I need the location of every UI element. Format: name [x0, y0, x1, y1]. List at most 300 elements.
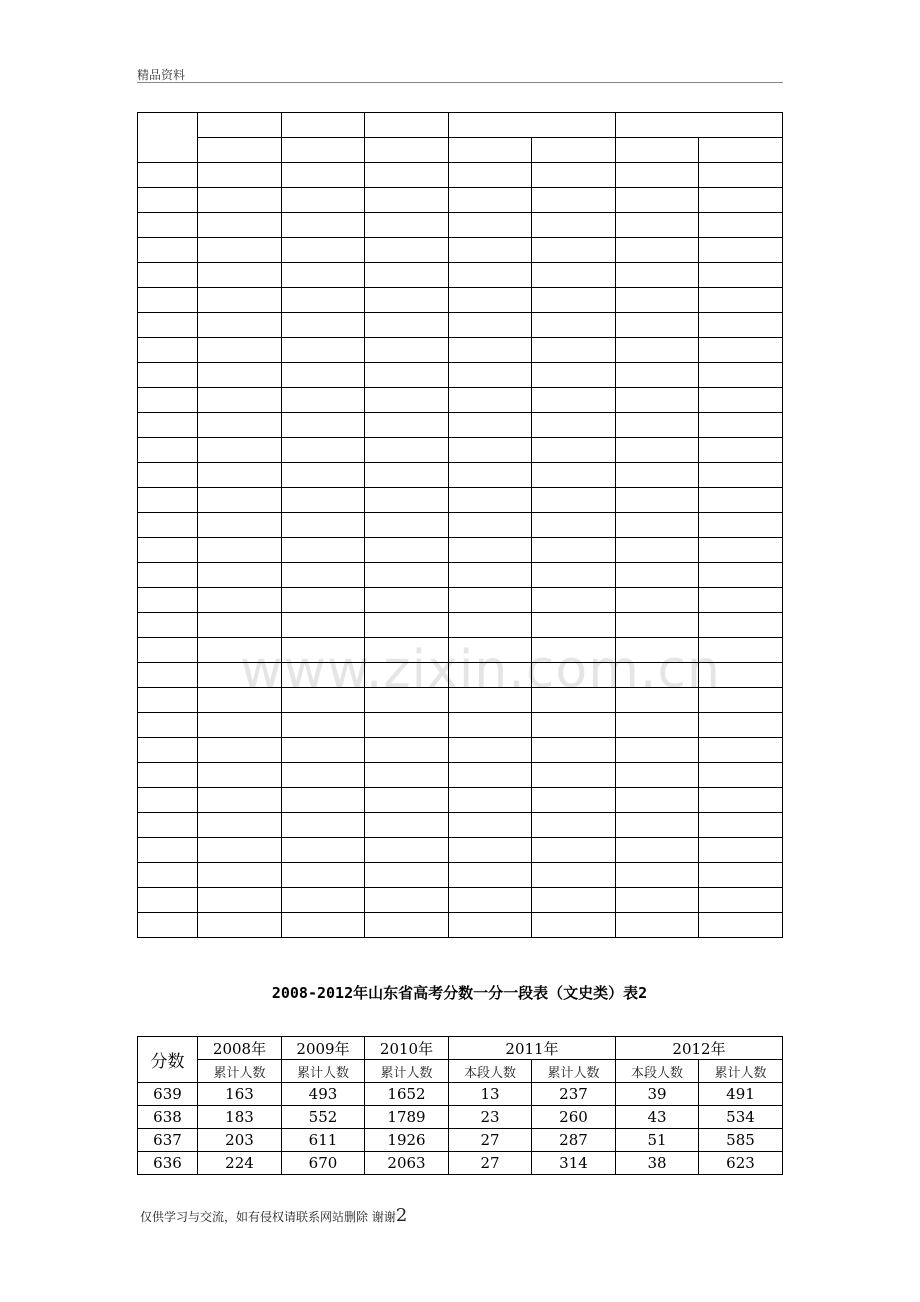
blank-cell — [138, 363, 198, 388]
blank-cell — [282, 538, 365, 563]
blank-cell — [365, 363, 449, 388]
blank-cell — [138, 863, 198, 888]
blank-cell — [449, 363, 532, 388]
blank-cell — [138, 288, 198, 313]
blank-cell — [198, 188, 282, 213]
blank-table-row — [138, 638, 783, 663]
blank-header-cell — [198, 113, 282, 138]
blank-cell — [532, 838, 616, 863]
blank-cell — [365, 213, 449, 238]
blank-cell — [449, 688, 532, 713]
blank-table-row — [138, 738, 783, 763]
blank-cell — [198, 538, 282, 563]
page-footer — [140, 1205, 407, 1226]
blank-header-cell — [365, 113, 449, 138]
blank-cell — [365, 288, 449, 313]
blank-table-row — [138, 413, 783, 438]
blank-cell — [449, 388, 532, 413]
blank-table-row — [138, 688, 783, 713]
blank-cell — [532, 563, 616, 588]
blank-cell — [138, 213, 198, 238]
blank-cell — [532, 513, 616, 538]
blank-cell — [138, 438, 198, 463]
blank-table-row — [138, 313, 783, 338]
count-cell: 27 — [449, 1152, 532, 1175]
blank-cell — [365, 638, 449, 663]
blank-cell — [282, 788, 365, 813]
score-distribution-table — [137, 1036, 783, 1175]
blank-cell — [198, 738, 282, 763]
blank-cell — [699, 213, 783, 238]
blank-table-row — [138, 763, 783, 788]
blank-table-row — [138, 563, 783, 588]
blank-cell — [282, 388, 365, 413]
blank-cell — [449, 513, 532, 538]
blank-cell — [282, 863, 365, 888]
blank-table-row — [138, 913, 783, 938]
blank-cell — [365, 188, 449, 213]
blank-cell — [616, 563, 699, 588]
blank-table-row — [138, 338, 783, 363]
count-cell: 552 — [282, 1106, 365, 1129]
count-cell: 51 — [616, 1129, 699, 1152]
blank-cell — [616, 838, 699, 863]
blank-table-row — [138, 613, 783, 638]
blank-cell — [532, 363, 616, 388]
blank-cell — [138, 263, 198, 288]
blank-cell — [365, 888, 449, 913]
blank-cell — [699, 163, 783, 188]
blank-cell — [616, 238, 699, 263]
blank-cell — [449, 238, 532, 263]
blank-cell — [282, 913, 365, 938]
blank-cell — [699, 838, 783, 863]
blank-cell — [282, 563, 365, 588]
blank-cell — [616, 338, 699, 363]
blank-cell — [699, 388, 783, 413]
blank-header-cell — [282, 138, 365, 163]
blank-cell — [449, 788, 532, 813]
blank-cell — [198, 763, 282, 788]
count-cell: 314 — [532, 1152, 616, 1175]
blank-cell — [365, 413, 449, 438]
blank-cell — [198, 263, 282, 288]
sub-header: 累计人数 — [198, 1060, 282, 1083]
blank-header-cell — [282, 113, 365, 138]
blank-cell — [138, 663, 198, 688]
blank-cell — [449, 313, 532, 338]
blank-cell — [532, 388, 616, 413]
score-column-header: 分数 — [138, 1037, 198, 1083]
blank-cell — [198, 613, 282, 638]
blank-table-row — [138, 588, 783, 613]
count-cell: 38 — [616, 1152, 699, 1175]
score-cell: 636 — [138, 1152, 198, 1175]
blank-cell — [365, 563, 449, 588]
blank-table-row — [138, 263, 783, 288]
blank-cell — [532, 788, 616, 813]
blank-header-cell — [699, 138, 783, 163]
blank-cell — [198, 638, 282, 663]
blank-cell — [616, 713, 699, 738]
blank-cell — [532, 213, 616, 238]
blank-cell — [282, 413, 365, 438]
blank-cell — [449, 538, 532, 563]
blank-table-row — [138, 363, 783, 388]
count-cell: 260 — [532, 1106, 616, 1129]
blank-cell — [699, 638, 783, 663]
blank-cell — [282, 688, 365, 713]
blank-cell — [365, 713, 449, 738]
blank-cell — [138, 538, 198, 563]
blank-cell — [616, 213, 699, 238]
blank-cell — [616, 763, 699, 788]
blank-cell — [138, 688, 198, 713]
blank-cell — [365, 613, 449, 638]
blank-cell — [449, 663, 532, 688]
blank-header-cell — [449, 113, 616, 138]
blank-cell — [449, 713, 532, 738]
blank-table-row — [138, 238, 783, 263]
blank-header-cell — [449, 138, 532, 163]
sub-header: 本段人数 — [449, 1060, 532, 1083]
blank-cell — [365, 588, 449, 613]
blank-cell — [282, 638, 365, 663]
blank-cell — [616, 663, 699, 688]
blank-cell — [365, 913, 449, 938]
blank-cell — [616, 413, 699, 438]
blank-cell — [449, 163, 532, 188]
blank-cell — [138, 613, 198, 638]
blank-cell — [616, 263, 699, 288]
blank-cell — [449, 738, 532, 763]
blank-cell — [616, 288, 699, 313]
score-cell: 638 — [138, 1106, 198, 1129]
blank-cell — [198, 238, 282, 263]
blank-cell — [198, 413, 282, 438]
blank-cell — [198, 488, 282, 513]
blank-cell — [282, 338, 365, 363]
count-cell: 23 — [449, 1106, 532, 1129]
blank-cell — [532, 488, 616, 513]
page-header: 精品资料 — [137, 68, 186, 82]
blank-cell — [282, 238, 365, 263]
blank-table-row — [138, 388, 783, 413]
count-cell: 611 — [282, 1129, 365, 1152]
blank-table-row — [138, 288, 783, 313]
blank-cell — [138, 788, 198, 813]
blank-cell — [616, 788, 699, 813]
blank-cell — [198, 288, 282, 313]
blank-cell — [449, 813, 532, 838]
blank-cell — [532, 688, 616, 713]
blank-cell — [138, 638, 198, 663]
blank-cell — [699, 563, 783, 588]
blank-cell — [138, 563, 198, 588]
blank-cell — [532, 288, 616, 313]
blank-cell — [138, 838, 198, 863]
count-cell: 534 — [699, 1106, 783, 1129]
count-cell: 27 — [449, 1129, 532, 1152]
blank-cell — [449, 413, 532, 438]
blank-cell — [699, 738, 783, 763]
blank-cell — [449, 863, 532, 888]
blank-cell — [616, 188, 699, 213]
blank-cell — [138, 188, 198, 213]
blank-cell — [282, 613, 365, 638]
blank-cell — [532, 338, 616, 363]
blank-cell — [449, 588, 532, 613]
blank-cell — [449, 488, 532, 513]
blank-cell — [449, 463, 532, 488]
blank-cell — [532, 713, 616, 738]
blank-cell — [616, 613, 699, 638]
blank-cell — [616, 313, 699, 338]
blank-cell — [699, 188, 783, 213]
blank-cell — [532, 588, 616, 613]
blank-cell — [282, 763, 365, 788]
blank-cell — [282, 163, 365, 188]
blank-cell — [449, 638, 532, 663]
blank-cell — [449, 288, 532, 313]
blank-cell — [699, 713, 783, 738]
blank-header-cell — [616, 113, 783, 138]
sub-header: 累计人数 — [365, 1060, 449, 1083]
blank-cell — [282, 313, 365, 338]
blank-cell — [365, 838, 449, 863]
blank-cell — [198, 863, 282, 888]
watermark: www.zixin.com.cn — [240, 640, 721, 700]
blank-cell — [699, 888, 783, 913]
count-cell: 43 — [616, 1106, 699, 1129]
blank-cell — [699, 538, 783, 563]
blank-cell — [616, 813, 699, 838]
count-cell: 224 — [198, 1152, 282, 1175]
blank-table-row — [138, 838, 783, 863]
blank-cell — [365, 738, 449, 763]
blank-cell — [365, 663, 449, 688]
blank-cell — [198, 838, 282, 863]
blank-cell — [365, 438, 449, 463]
blank-cell — [449, 838, 532, 863]
blank-score-table — [137, 112, 783, 938]
blank-cell — [365, 538, 449, 563]
blank-cell — [198, 163, 282, 188]
blank-cell — [282, 438, 365, 463]
blank-header-cell — [138, 113, 198, 163]
blank-cell — [365, 513, 449, 538]
blank-header-cell — [616, 138, 699, 163]
table-row — [138, 1083, 783, 1106]
sub-header: 累计人数 — [532, 1060, 616, 1083]
blank-cell — [198, 913, 282, 938]
blank-cell — [532, 913, 616, 938]
year-header: 2009年 — [282, 1037, 365, 1060]
blank-header-cell — [198, 138, 282, 163]
count-cell: 2063 — [365, 1152, 449, 1175]
blank-cell — [699, 763, 783, 788]
blank-cell — [699, 488, 783, 513]
blank-table-row — [138, 788, 783, 813]
header-divider — [137, 82, 783, 83]
count-cell: 491 — [699, 1083, 783, 1106]
count-cell: 1652 — [365, 1083, 449, 1106]
blank-cell — [282, 813, 365, 838]
blank-cell — [365, 763, 449, 788]
blank-cell — [138, 488, 198, 513]
blank-cell — [449, 763, 532, 788]
blank-cell — [198, 813, 282, 838]
blank-cell — [616, 688, 699, 713]
blank-cell — [282, 263, 365, 288]
blank-cell — [365, 688, 449, 713]
blank-cell — [365, 463, 449, 488]
blank-header-cell — [532, 138, 616, 163]
blank-cell — [532, 863, 616, 888]
blank-cell — [365, 488, 449, 513]
blank-header-cell — [365, 138, 449, 163]
count-cell: 163 — [198, 1083, 282, 1106]
blank-cell — [138, 738, 198, 763]
blank-cell — [699, 288, 783, 313]
blank-cell — [616, 738, 699, 763]
blank-table-row — [138, 713, 783, 738]
blank-table-row — [138, 438, 783, 463]
blank-cell — [449, 213, 532, 238]
blank-cell — [138, 813, 198, 838]
blank-cell — [198, 388, 282, 413]
count-cell: 287 — [532, 1129, 616, 1152]
blank-cell — [138, 913, 198, 938]
blank-cell — [616, 913, 699, 938]
blank-cell — [532, 538, 616, 563]
count-cell: 493 — [282, 1083, 365, 1106]
year-header: 2008年 — [198, 1037, 282, 1060]
blank-cell — [365, 863, 449, 888]
blank-cell — [699, 663, 783, 688]
blank-cell — [449, 888, 532, 913]
blank-cell — [282, 738, 365, 763]
blank-table-row — [138, 188, 783, 213]
blank-cell — [198, 338, 282, 363]
blank-cell — [532, 163, 616, 188]
blank-cell — [532, 613, 616, 638]
blank-cell — [699, 338, 783, 363]
blank-table-row — [138, 488, 783, 513]
blank-cell — [365, 263, 449, 288]
blank-cell — [198, 563, 282, 588]
year-header: 2011年 — [449, 1037, 616, 1060]
blank-cell — [138, 238, 198, 263]
blank-cell — [282, 838, 365, 863]
table-row — [138, 1152, 783, 1175]
blank-cell — [532, 238, 616, 263]
blank-cell — [282, 188, 365, 213]
page-number: 2 — [395, 1205, 408, 1226]
blank-cell — [532, 413, 616, 438]
blank-cell — [616, 588, 699, 613]
blank-cell — [449, 188, 532, 213]
blank-cell — [616, 463, 699, 488]
blank-cell — [198, 588, 282, 613]
blank-table-row — [138, 813, 783, 838]
blank-cell — [449, 338, 532, 363]
table-row — [138, 1129, 783, 1152]
blank-cell — [449, 563, 532, 588]
count-cell: 1926 — [365, 1129, 449, 1152]
blank-cell — [699, 363, 783, 388]
year-header: 2010年 — [365, 1037, 449, 1060]
blank-cell — [138, 588, 198, 613]
blank-cell — [198, 363, 282, 388]
blank-cell — [532, 813, 616, 838]
blank-cell — [699, 588, 783, 613]
blank-cell — [138, 338, 198, 363]
blank-cell — [616, 388, 699, 413]
blank-cell — [282, 513, 365, 538]
blank-cell — [138, 388, 198, 413]
blank-cell — [532, 313, 616, 338]
blank-cell — [699, 513, 783, 538]
sub-header: 累计人数 — [282, 1060, 365, 1083]
blank-table-row — [138, 463, 783, 488]
score-cell: 639 — [138, 1083, 198, 1106]
blank-table-row — [138, 513, 783, 538]
count-cell: 1789 — [365, 1106, 449, 1129]
blank-table-row — [138, 863, 783, 888]
blank-cell — [532, 763, 616, 788]
table-caption: 2008-2012年山东省高考分数一分一段表（文史类）表2 — [271, 984, 648, 1002]
blank-cell — [699, 613, 783, 638]
count-cell: 13 — [449, 1083, 532, 1106]
blank-cell — [282, 463, 365, 488]
blank-cell — [532, 438, 616, 463]
blank-cell — [699, 913, 783, 938]
blank-cell — [699, 313, 783, 338]
blank-cell — [282, 288, 365, 313]
blank-cell — [616, 513, 699, 538]
count-cell: 203 — [198, 1129, 282, 1152]
blank-cell — [138, 413, 198, 438]
blank-cell — [198, 313, 282, 338]
blank-cell — [365, 813, 449, 838]
footer-note: 仅供学习与交流，如有侵权请联系网站删除 谢谢 — [140, 1210, 396, 1224]
count-cell: 183 — [198, 1106, 282, 1129]
blank-cell — [365, 163, 449, 188]
blank-cell — [365, 388, 449, 413]
blank-cell — [532, 263, 616, 288]
blank-cell — [616, 538, 699, 563]
blank-cell — [198, 688, 282, 713]
score-cell: 637 — [138, 1129, 198, 1152]
blank-cell — [699, 238, 783, 263]
blank-cell — [198, 788, 282, 813]
count-cell: 39 — [616, 1083, 699, 1106]
sub-header: 本段人数 — [616, 1060, 699, 1083]
blank-cell — [449, 438, 532, 463]
blank-cell — [198, 888, 282, 913]
count-cell: 585 — [699, 1129, 783, 1152]
blank-cell — [449, 263, 532, 288]
blank-table-row — [138, 538, 783, 563]
blank-cell — [365, 338, 449, 363]
blank-cell — [365, 788, 449, 813]
blank-cell — [616, 888, 699, 913]
blank-cell — [138, 713, 198, 738]
blank-cell — [532, 663, 616, 688]
blank-cell — [699, 863, 783, 888]
blank-cell — [198, 438, 282, 463]
